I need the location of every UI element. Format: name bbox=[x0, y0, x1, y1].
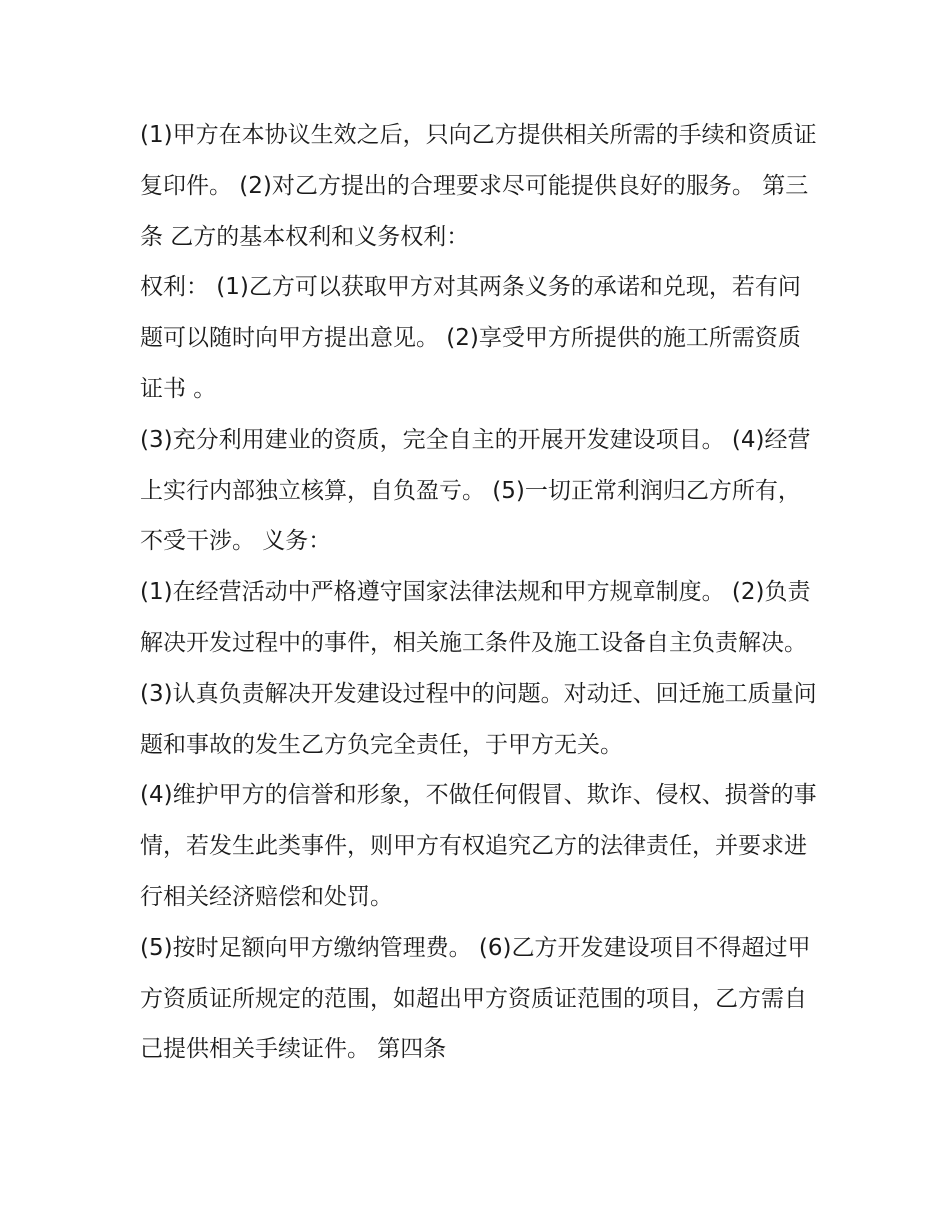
paragraph-party-b-duty-3: (3)认真负责解决开发建设过程中的问题。对动迁、回迁施工质量问题和事故的发生乙方负完全责任，于甲方无关。 bbox=[140, 680, 817, 758]
paragraph-party-b-duty-4: (4)维护甲方的信誉和形象，不做任何假冒、欺诈、侵权、损誉的事情，若发生此类事件，则甲方有权追究乙方的法律责任，并要求进行相关经济赔偿和处罚。 bbox=[140, 782, 817, 910]
document-body bbox=[140, 110, 820, 1075]
paragraph-party-b-rights-continued: (3)充分利用建业的资质，完全自主的开展开发建设项目。 (4)经营上实行内部独立核算，自负盈亏。 (5)一切正常利润归乙方所有，不受干涉。 义务： bbox=[140, 426, 811, 555]
paragraph-party-a-obligations: (1)甲方在本协议生效之后，只向乙方提供相关所需的手续和资质证复印件。 (2)对乙方提出的合理要求尽可能提供良好的服务。 第三条 乙方的基本权利和义务权利： bbox=[140, 122, 817, 250]
paragraph-party-b-duties-5-6: (5)按时足额向甲方缴纳管理费。 (6)乙方开发建设项目不得超过甲方资质证所规定的范围，如超出甲方资质证范围的项目，乙方需自己提供相关手续证件。 第四条 bbox=[140, 934, 811, 1063]
paragraph-party-b-duties-1-2: (1)在经营活动中严格遵守国家法律法规和甲方规章制度。 (2)负责解决开发过程中的事件，相关施工条件及施工设备自主负责解决。 bbox=[140, 579, 811, 656]
paragraph-party-b-rights: 权利： (1)乙方可以获取甲方对其两条义务的承诺和兑现，若有问题可以随时向甲方提出意见。 (2)享受甲方所提供的施工所需资质证书 。 bbox=[140, 274, 801, 402]
